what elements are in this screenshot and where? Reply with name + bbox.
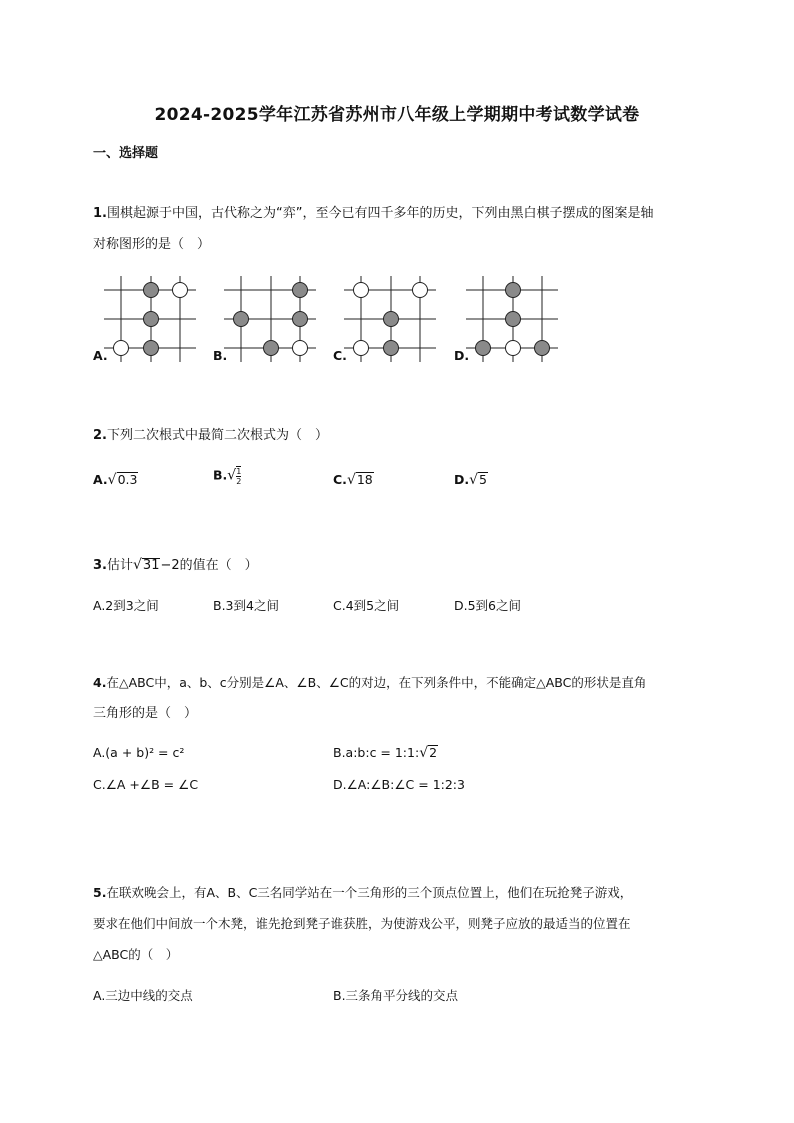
q1-line1: 1.围棋起源于中国，古代称之为“弈”，至今已有四千多年的历史，下列由黑白棋子摆成的图案是轴 bbox=[93, 206, 654, 221]
q3-option-d[interactable]: D.5到6之间 bbox=[454, 598, 522, 613]
go-board-b bbox=[224, 274, 320, 364]
q4-option-b[interactable]: B.a:b:c = 1:1:√2 bbox=[333, 745, 438, 761]
q5-line1: 5.在联欢晚会上，有A、B、C三名同学站在一个三角形的三个顶点位置上，他们在玩抢凳子游戏， bbox=[93, 885, 633, 900]
q2-option-a[interactable]: A.√0.3 bbox=[93, 472, 138, 488]
q1-option-a[interactable]: A. bbox=[93, 348, 108, 363]
go-board-d bbox=[466, 274, 562, 364]
q5-option-b[interactable]: B.三条角平分线的交点 bbox=[333, 988, 459, 1003]
q2-option-d[interactable]: D.√5 bbox=[454, 472, 487, 488]
page-title: 2024-2025学年江苏省苏州市八年级上学期期中考试数学试卷 bbox=[154, 105, 640, 125]
go-board-c bbox=[344, 274, 440, 364]
q4-option-a[interactable]: A.(a + b)² = c² bbox=[93, 745, 185, 760]
q3-text: 3.估计√31−2的值在（ ） bbox=[93, 557, 258, 573]
q2-option-b[interactable]: B.√ $\frac{1}{2}$ bbox=[213, 467, 242, 486]
q3-option-c[interactable]: C.4到5之间 bbox=[333, 598, 400, 613]
q4-option-c[interactable]: C.∠A +∠B = ∠C bbox=[93, 777, 199, 792]
q4-line2: 三角形的是（ ） bbox=[93, 706, 198, 721]
q3-option-b[interactable]: B.3到4之间 bbox=[213, 598, 279, 613]
q5-line3: △ABC的（ ） bbox=[93, 947, 179, 962]
q5-line2: 要求在他们中间放一个木凳，谁先抢到凳子谁获胜，为使游戏公平，则凳子应放的最适当的位置在 bbox=[93, 916, 631, 931]
q1-option-b[interactable]: B. bbox=[213, 348, 228, 363]
q3-option-a[interactable]: A.2到3之间 bbox=[93, 598, 159, 613]
q1-line2: 对称图形的是（ ） bbox=[93, 237, 211, 252]
q1-option-c[interactable]: C. bbox=[333, 348, 347, 363]
q2-text: 2.下列二次根式中最简二次根式为（ ） bbox=[93, 428, 328, 443]
q1-option-d[interactable]: D. bbox=[454, 348, 470, 363]
section-heading: 一、选择题 bbox=[93, 146, 159, 161]
go-board-a bbox=[104, 274, 200, 364]
q4-line1: 4.在△ABC中，a、b、c分别是∠A、∠B、∠C的对边，在下列条件中，不能确定△ABC的形状是直角 bbox=[93, 675, 647, 690]
q2-option-c[interactable]: C.√18 bbox=[333, 472, 373, 488]
q5-option-a[interactable]: A.三边中线的交点 bbox=[93, 988, 193, 1003]
q4-option-d[interactable]: D.∠A:∠B:∠C = 1:2:3 bbox=[333, 777, 465, 792]
